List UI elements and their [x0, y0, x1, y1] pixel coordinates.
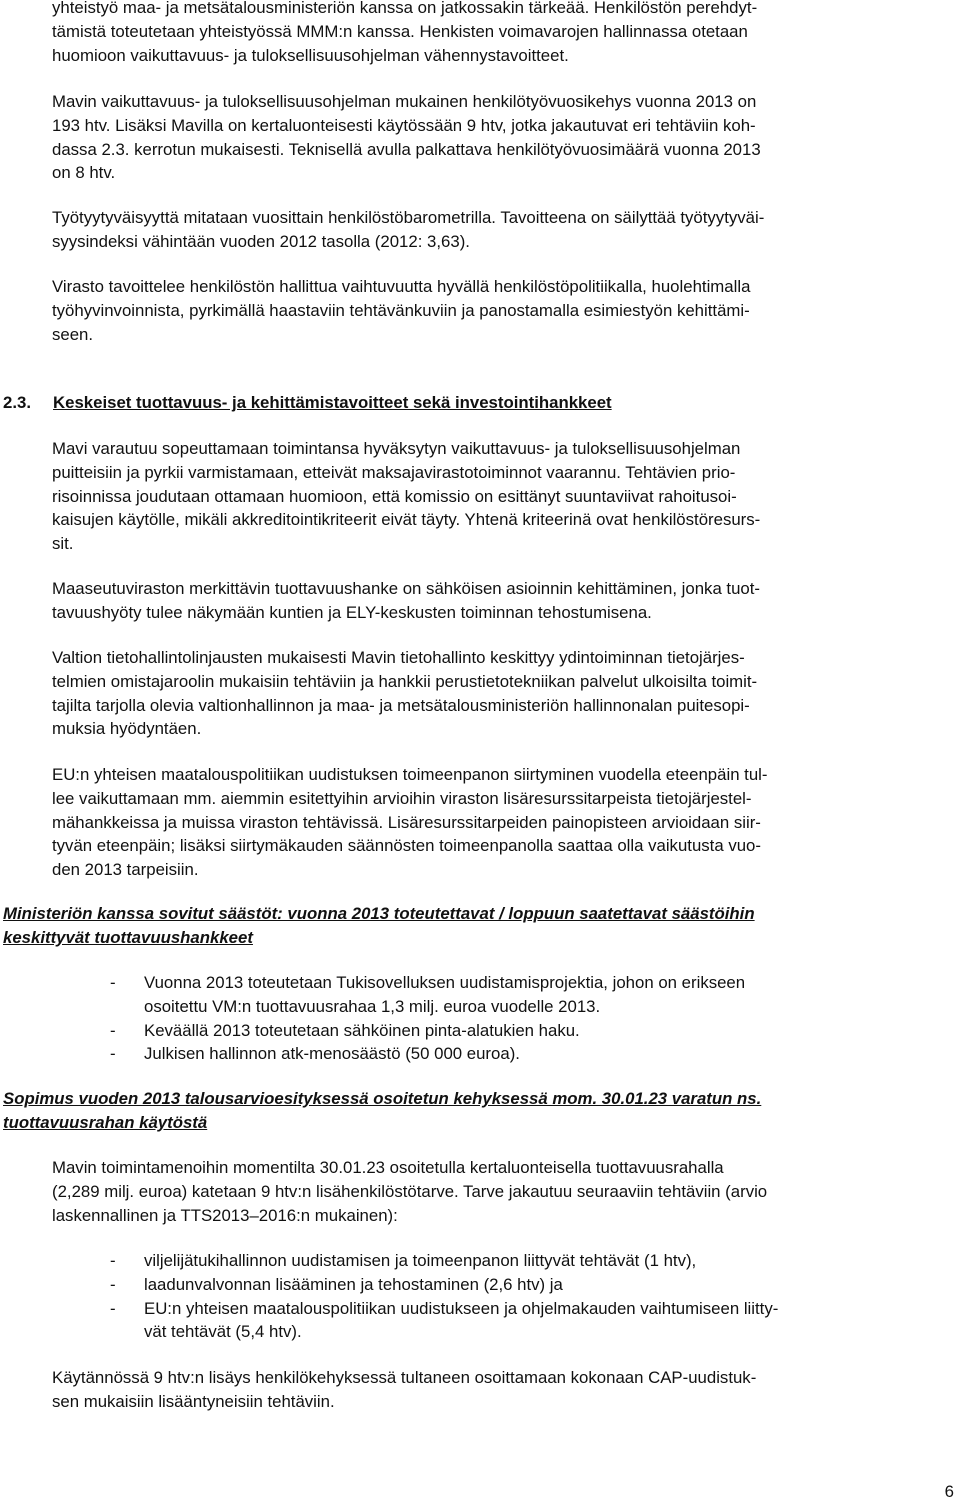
paragraph-operating-costs: Mavin toimintamenoihin momentilta 30.01.23 osoitetulla kertaluonteisella tuottavuusrahalla (2,289 milj. euroa) katetaan 9 htv:n lisähenkilöstötarve. Tarve jakautuu seuraaviin tehtäviin (arvio laskennallinen ja TTS2013–2016:n mukainen): — [52, 1158, 768, 1225]
section-heading — [3, 391, 612, 415]
paragraph-cap-staff: Käytännössä 9 htv:n lisäys henkilökehyksessä tultaneen osoittamaan kokonaan CAP-uudistuk- sen mukaisiin lisääntyneisiin tehtäviin. — [52, 1368, 757, 1411]
page-number: 6 — [944, 1482, 954, 1501]
paragraph-hr-cooperation: yhteistyö maa- ja metsätalousministeriön kanssa on jatkossakin tärkeää. Henkilöstön perehdyt- tämistä toteutetaan yhteistyössä MMM:n kanssa. Henkisten voimavarojen hallinnassa otetaan huomioon vaikuttavuus- ja tuloksellisuusohjelman vähennystavoitteet. — [52, 0, 758, 65]
paragraph-it-management: Valtion tietohallintolinjausten mukaisesti Mavin tietohallinto keskittyy ydintoiminnan tietojärjes- telmien omistajaroolin mukaisiin tehtäviin ja hankkii perustietotekniikan palvelut ulkoisilta toimit- tajilta tarjolla olevia valtionhallinnon ja maa- ja metsätalousministeriön hallinnonalan puitesopi- muksia hyödyntäen. — [52, 648, 758, 739]
subheading-productivity-money: Sopimus vuoden 2013 talousarvioesityksessä osoitetun kehyksessä mom. 30.01.23 varatun ns. tuottavuusrahan käytöstä — [3, 1089, 762, 1132]
paragraph-cap-reform: EU:n yhteisen maatalouspolitiikan uudistuksen toimeenpanon siirtyminen vuodella eteenpäin tul- lee vaikuttamaan mm. aiemmin esitettyihin arvioihin viraston lisäresurssitarpeista tietojärjestel- mähankkeissa ja muissa viraston tehtävissä. Lisäresurssitarpeiden painopisteen arvioidaan siir- tyvän eteenpäin; lisäksi siirtymäkauden säännösten toimeenpanolla saattaa olla vaikutusta vuo- den 2013 tarpeisiin. — [52, 765, 768, 880]
paragraph-job-satisfaction: Työtyytyväisyyttä mitataan vuosittain henkilöstöbarometrilla. Tavoitteena on säilyttää työtyytyväi- syysindeksi vähintään vuoden 2012 tasolla (2012: 3,63). — [52, 208, 765, 251]
subheading-savings: Ministeriön kanssa sovitut säästöt: vuonna 2013 toteutettavat / loppuun saatettavat säästöihin keskittyvät tuottavuushankkeet — [3, 904, 755, 947]
paragraph-adaptation: Mavi varautuu sopeuttamaan toimintansa hyväksytyn vaikuttavuus- ja tuloksellisuusohjelman puitteisiin ja pyrkii varmistamaan, etteivät maksajavirastotoiminnot vaarannu. Tehtävien prio- risoinnissa joudutaan ottamaan huomioon, että komissio on esittänyt suuntaviivat rahoitusoi- kaisujen käytölle, mikäli akkreditointikriteerit eivät täyty. Yhtenä kriteerinä ovat henkilöstöresurs- sit. — [52, 439, 761, 554]
section-title: Keskeiset tuottavuus- ja kehittämistavoitteet sekä investointihankkeet — [53, 393, 612, 412]
savings-list: - Vuonna 2013 toteutetaan Tukisovelluksen uudistamisprojektia, johon on erikseen osoitettu VM:n tuottavuusrahaa 1,3 milj. euroa vuodelle 2013. - Keväällä 2013 toteutetaan sähköinen pinta-alatukien haku. - Julkisen hallinnon atk-menosäästö (50 000 euroa). — [110, 973, 746, 1064]
section-number: 2.3. — [3, 393, 31, 412]
paragraph-e-services: Maaseutuviraston merkittävin tuottavuushanke on sähköisen asioinnin kehittäminen, jonka tuot- tavuushyöty tulee näkymään kuntien ja ELY-keskusten toiminnan tehostumisena. — [52, 579, 761, 622]
paragraph-turnover: Virasto tavoittelee henkilöstön hallittua vaihtuvuutta hyvällä henkilöstöpolitiikalla, huolehtimalla työhyvinvoinnista, pyrkimällä haastaviin tehtävänkuviin ja panostamalla esimiestyön kehittämi- seen. — [52, 277, 751, 344]
tasks-list: - viljelijätukihallinnon uudistamisen ja toimeenpanon liittyvät tehtävät (1 htv), - laadunvalvonnan lisääminen ja tehostaminen (2,6 htv) ja - EU:n yhteisen maatalouspolitiikan uudistukseen ja ohjelmakauden vaihtumiseen liitty- vät tehtävät (5,4 htv). — [110, 1251, 779, 1342]
paragraph-staff-frame: Mavin vaikuttavuus- ja tuloksellisuusohjelman mukainen henkilötyövuosikehys vuonna 2013 on 193 htv. Lisäksi Mavilla on kertaluonteisesti käytössään 9 htv, jotka jakautuvat eri tehtäviin koh- dassa 2.3. kerrotun mukaisesti. Teknisellä avulla palkattava henkilötyövuosimäärä vuonna 2013 on 8 htv. — [52, 92, 761, 183]
